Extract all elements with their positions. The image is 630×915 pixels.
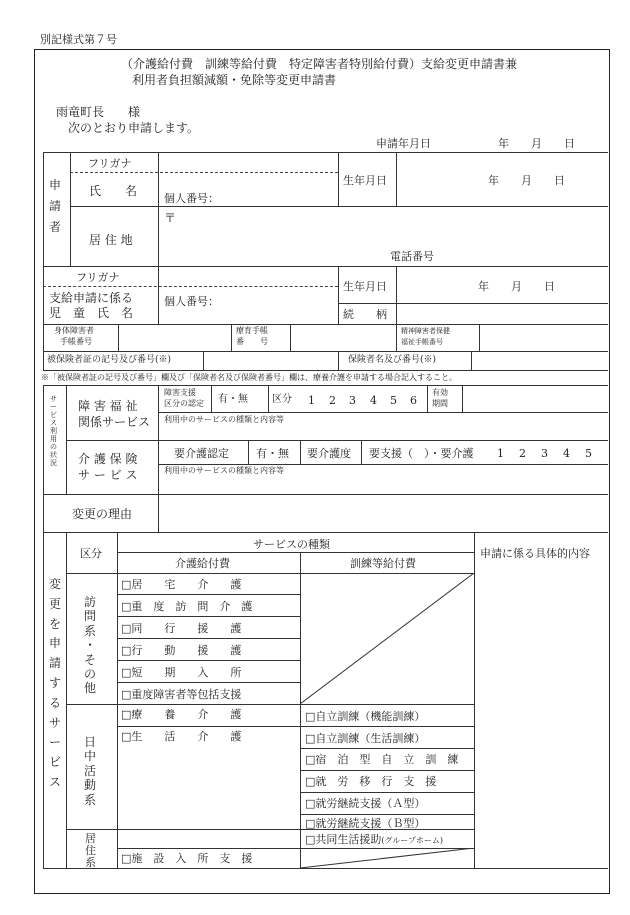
applicant-birth-label: 生年月日: [343, 174, 387, 187]
child-birth-field[interactable]: 年 月 日: [478, 280, 555, 293]
day-item-life-training[interactable]: □自立訓練（生活訓練）: [305, 732, 426, 745]
mental-notebook-label-2: 福祉手帳番号: [401, 338, 443, 346]
category-word: 区分: [272, 394, 292, 405]
care-benefit-header: 介護給付費: [175, 557, 230, 570]
support-needed-label: 要支援（ ）・要介護: [369, 447, 474, 460]
insured-card-label: 被保険者証の記号及び番号(※): [47, 355, 172, 365]
addressee: 雨竜町長 様: [56, 105, 141, 119]
service-status-side-label: サ ー ビ ス 利 用 の 状 況: [50, 395, 57, 468]
day-activity-group-label: 日 中 活 動 系: [84, 735, 97, 807]
child-relation-label: 続 柄: [343, 308, 387, 321]
group-home-note: (グループホーム): [381, 836, 444, 845]
valid-period-label-1: 有効: [432, 388, 448, 397]
visit-item-behavior-support[interactable]: □行 動 援 護: [121, 644, 242, 657]
child-personal-number-label: 個人番号：: [164, 295, 219, 308]
category-option-3[interactable]: 3: [349, 394, 356, 407]
postal-mark: 〒: [164, 211, 177, 225]
category-header: 区分: [80, 547, 102, 560]
day-item-employment-a[interactable]: □就労継続支援（Ａ型）: [305, 797, 426, 810]
category-option-2[interactable]: 2: [329, 394, 336, 407]
day-item-life-care[interactable]: □生 活 介 護: [121, 730, 242, 743]
welfare-service-label-1: 障 害 福 祉: [78, 399, 138, 413]
child-name-label-2: 児 童 氏 名: [49, 306, 134, 320]
category-cert-label-2: 区分の認定: [164, 399, 204, 408]
residence-group-label: 居 住 系: [85, 832, 96, 870]
apply-date-field[interactable]: 年 月 日: [498, 137, 575, 150]
visit-group-label: 訪 問 系 ・ そ の 他: [84, 595, 97, 696]
care-level-1[interactable]: 1: [497, 447, 504, 460]
care-cert-label: 要介護認定: [174, 447, 229, 460]
child-birth-label: 生年月日: [343, 280, 387, 293]
care-insurance-label-1: 介 護 保 険: [78, 452, 138, 466]
residence-training-na-slash: [300, 848, 474, 868]
category-option-1[interactable]: 1: [308, 394, 315, 407]
insurance-note: ※「被保険者証の記号及び番号」欄及び「保険者名及び保険者番号」欄は、療養介護を申請する場合記入すること。: [41, 373, 457, 382]
category-option-6[interactable]: 6: [410, 394, 417, 407]
applicant-personal-number-label: 個人番号：: [164, 192, 219, 205]
care-level-2[interactable]: 2: [519, 447, 526, 460]
care-level-5[interactable]: 5: [585, 447, 592, 460]
visit-training-na-slash: [300, 573, 474, 704]
day-item-employment-transition[interactable]: □就 労 移 行 支 援: [305, 775, 437, 788]
mental-notebook-label-1: 精神障害者保健: [401, 327, 450, 335]
day-item-employment-b[interactable]: □就労継続支援（Ｂ型）: [305, 817, 426, 830]
form-title-line1: （介護給付費 訓練等給付費 特定障害者特別給付費）支給変更申請書兼: [121, 57, 518, 71]
applicant-section-label: 申 請 者: [49, 178, 62, 234]
intro-text: 次のとおり申請します。: [68, 121, 200, 135]
category-cert-yes-no[interactable]: 有・無: [218, 394, 248, 405]
applicant-birth-field[interactable]: 年 月 日: [488, 174, 565, 187]
category-option-4[interactable]: 4: [370, 394, 377, 407]
residence-item-group-home[interactable]: □共同生活援助(グループホーム): [305, 833, 444, 846]
applicant-phone-label: 電話番号: [390, 250, 434, 263]
visit-item-short-stay[interactable]: □短 期 入 所: [121, 666, 242, 679]
insurer-label: 保険者名及び番号(※): [348, 355, 437, 365]
day-item-medical-care[interactable]: □療 養 介 護: [121, 708, 242, 721]
child-furigana-label: フリガナ: [76, 271, 120, 284]
service-type-header: サービスの種類: [253, 538, 330, 551]
training-benefit-header: 訓練等給付費: [350, 557, 416, 570]
welfare-in-use-label: 利用中のサービスの種類と内容等: [164, 415, 284, 424]
form-number: 別記様式第７号: [40, 33, 117, 46]
day-item-functional-training[interactable]: □自立訓練（機能訓練）: [305, 710, 426, 723]
care-in-use-label: 利用中のサービスの種類と内容等: [164, 466, 284, 475]
visit-item-home-care[interactable]: □居 宅 介 護: [121, 578, 242, 591]
visit-item-accompany-support[interactable]: □同 行 援 護: [121, 622, 242, 635]
care-level-4[interactable]: 4: [563, 447, 570, 460]
category-cert-label-1: 障害支援: [164, 388, 196, 397]
applicant-furigana-label: フリガナ: [88, 157, 132, 170]
visit-item-severe-visit-care[interactable]: □重 度 訪 問 介 護: [121, 600, 253, 613]
care-level-3[interactable]: 3: [541, 447, 548, 460]
residence-item-facility-support[interactable]: □施 設 入 所 支 援: [121, 852, 253, 865]
form-title-line2: 利用者負担額減額・免除等変更申請書: [132, 73, 337, 87]
care-insurance-label-2: サ ー ビ ス: [78, 468, 138, 482]
change-service-side-label: 変 更 を 申 請 す る サ ー ビ ス: [49, 577, 62, 789]
physical-notebook-label-1: 身体障害者: [54, 326, 94, 335]
physical-notebook-label-2: 手帳番号: [60, 337, 92, 346]
change-reason-label: 変更の理由: [72, 507, 133, 521]
applicant-address-label: 居 住 地: [89, 233, 133, 247]
child-name-label-1: 支給申請に係る: [49, 291, 134, 305]
care-degree-label: 要介護度: [307, 447, 351, 460]
ryoiku-notebook-label-2: 番 号: [236, 337, 268, 346]
apply-date-label: 申請年月日: [376, 137, 431, 150]
ryoiku-notebook-label-1: 療育手帳: [236, 326, 268, 335]
detail-header: 申請に係る具体的内容: [480, 547, 590, 560]
care-cert-yes-no[interactable]: 有・無: [256, 447, 289, 460]
valid-period-label-2: 期間: [432, 399, 448, 408]
category-option-5[interactable]: 5: [390, 394, 397, 407]
welfare-service-label-2: 関係サービス: [78, 415, 151, 429]
day-item-residential-training[interactable]: □宿 泊 型 自 立 訓 練: [305, 753, 459, 766]
visit-item-comprehensive-support[interactable]: □重度障害者等包括支援: [121, 688, 242, 701]
applicant-name-label: 氏 名: [89, 184, 138, 198]
